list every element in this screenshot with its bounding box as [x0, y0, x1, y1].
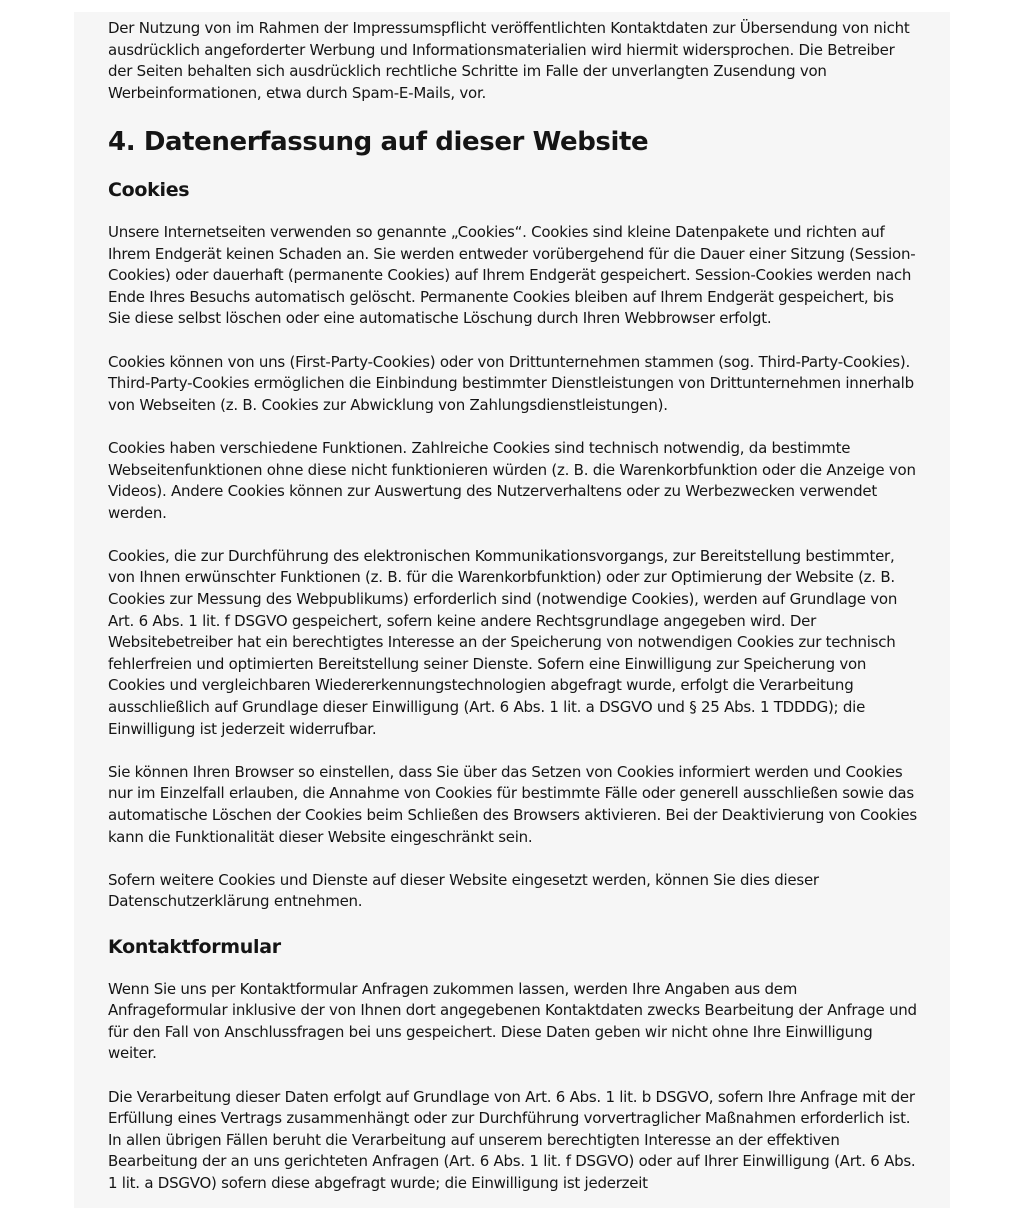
cookies-paragraph: Sie können Ihren Browser so einstellen, dass Sie über das Setzen von Cookies informiert werden und Cookies nur im Einzelfall erlauben, die Annahme von Cookies für bestimmte Fälle oder generell ausschließen sowie das automatische Löschen der Cookies beim Schließen des Browsers aktivieren. Bei der Deaktivierung von Cookies kann die Funktionalität dieser Website eingeschränkt sein.: [108, 762, 917, 846]
contact-form-paragraph: Wenn Sie uns per Kontaktformular Anfragen zukommen lassen, werden Ihre Angaben aus dem Anfrageformular inklusive der von Ihnen dort angegebenen Kontaktdaten zwecks Bearbeitung der Anfrage und für den Fall von Anschlussfragen bei uns gespeichert. Diese Daten geben wir nicht ohne Ihre Einwilligung weiter.: [108, 979, 917, 1063]
contact-form-heading: Kontaktformular: [108, 935, 281, 958]
cookies-heading: Cookies: [108, 178, 190, 201]
contact-form-paragraph: Die Verarbeitung dieser Daten erfolgt auf Grundlage von Art. 6 Abs. 1 lit. b DSGVO, sofern Ihre Anfrage mit der Erfüllung eines Vertrags zusammenhängt oder zur Durchführung vorvertraglicher Maßnahmen erforderlich ist. In allen übrigen Fällen beruht die Verarbeitung auf unserem berechtigten Interesse an der effektiven Bearbeitung der an uns gerichteten Anfragen (Art. 6 Abs. 1 lit. f DSGVO) oder auf Ihrer Einwilligung (Art. 6 Abs. 1 lit. a DSGVO) sofern diese abgefragt wurde; die Einwilligung ist jederzeit: [108, 1087, 916, 1192]
cookies-paragraph: Sofern weitere Cookies und Dienste auf dieser Website eingesetzt werden, können Sie dies dieser Datenschutzerklärung entnehmen.: [108, 870, 819, 911]
privacy-policy-content: [108, 18, 920, 1208]
cookies-paragraph: Unsere Internetseiten verwenden so genannte „Cookies“. Cookies sind kleine Datenpakete und richten auf Ihrem Endgerät keinen Schaden an. Sie werden entweder vorübergehend für die Dauer einer Sitzung (Session-Cookies) oder dauerhaft (permanente Cookies) auf Ihrem Endgerät gespeichert. Session-Cookies werden nach Ende Ihres Besuchs automatisch gelöscht. Permanente Cookies bleiben auf Ihrem Endgerät gespeichert, bis Sie diese selbst löschen oder eine automatische Löschung durch Ihren Webbrowser erfolgt.: [108, 222, 916, 328]
cookies-paragraph: Cookies können von uns (First-Party-Cookies) oder von Drittunternehmen stammen (sog. Third-Party-Cookies). Third-Party-Cookies ermöglichen die Einbindung bestimmter Dienstleistungen von Drittunternehmen innerhalb von Webseiten (z. B. Cookies zur Abwicklung von Zahlungsdienstleistungen).: [108, 352, 914, 414]
cookies-paragraph: Cookies, die zur Durchführung des elektronischen Kommunikationsvorgangs, zur Bereitstellung bestimmter, von Ihnen erwünschter Funktionen (z. B. für die Warenkorbfunktion) oder zur Optimierung der Website (z. B. Cookies zur Messung des Webpublikums) erforderlich sind (notwendige Cookies), werden auf Grundlage von Art. 6 Abs. 1 lit. f DSGVO gespeichert, sofern keine andere Rechtsgrundlage angegeben wird. Der Websitebetreiber hat ein berechtigtes Interesse an der Speicherung von notwendigen Cookies zur technisch fehlerfreien und optimierten Bereitstellung seiner Dienste. Sofern eine Einwilligung zur Speicherung von Cookies und vergleichbaren Wiedererkennungstechnologien abgefragt wurde, erfolgt die Verarbeitung ausschließlich auf Grundlage dieser Einwilligung (Art. 6 Abs. 1 lit. a DSGVO und § 25 Abs. 1 TDDDG); die Einwilligung ist jederzeit widerrufbar.: [108, 546, 898, 738]
spam-notice-paragraph: Der Nutzung von im Rahmen der Impressumspflicht veröffentlichten Kontaktdaten zur Übersendung von nicht ausdrücklich angeforderter Werbung und Informationsmaterialien wird hiermit widersprochen. Die Betreiber der Seiten behalten sich ausdrücklich rechtliche Schritte im Falle der unverlangten Zusendung von Werbeinformationen, etwa durch Spam-E-Mails, vor.: [108, 19, 910, 102]
cookies-paragraph: Cookies haben verschiedene Funktionen. Zahlreiche Cookies sind technisch notwendig, da bestimmte Webseitenfunktionen ohne diese nicht funktionieren würden (z. B. die Warenkorbfunktion oder die Anzeige von Videos). Andere Cookies können zur Auswertung des Nutzerverhaltens oder zu Werbezwecken verwendet werden.: [108, 438, 916, 522]
section-heading-data-collection: 4. Datenerfassung auf dieser Website: [108, 126, 649, 157]
privacy-policy-panel: [74, 12, 950, 1208]
